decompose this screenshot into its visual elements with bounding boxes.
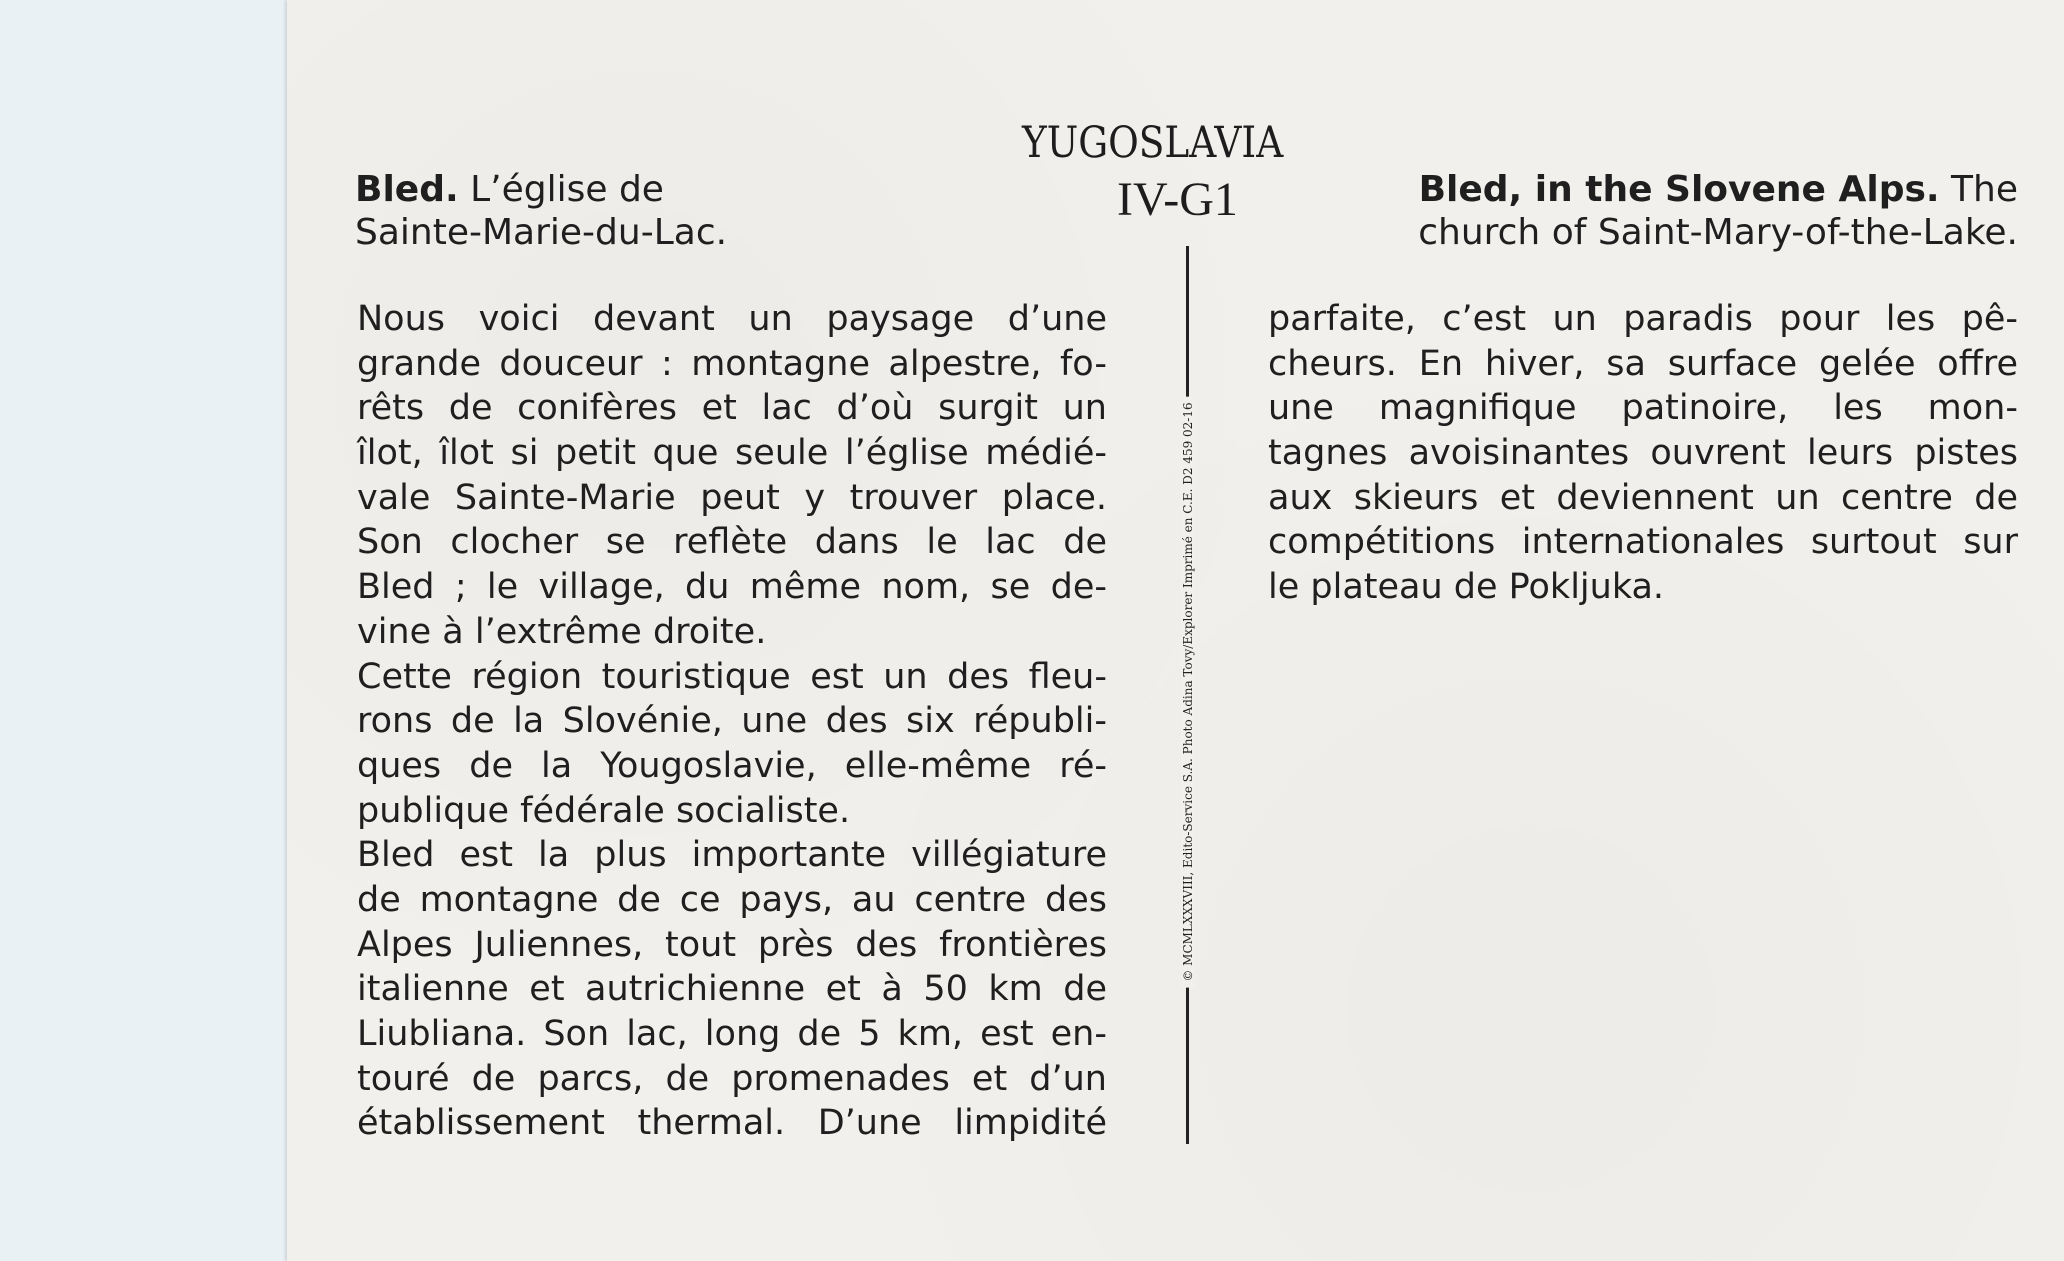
body-line: Liubliana. Son lac, long de 5 km, est en- [357,1014,1107,1054]
body-line: une magnifique patinoire, les mon- [1268,388,2018,429]
body-line: Son clocher se reflète dans le lac de [357,522,1107,563]
body-line: Cette région touristique est un des fleu- [357,656,1107,697]
body-line: Alpes Juliennes, tout près des frontières [357,924,1107,965]
caption-french-title: L’église de [470,169,664,210]
body-line: établissement thermal. D’une limpidité [357,1103,1107,1144]
card-code: IV-G1 [1117,173,1238,226]
caption-english-title: The [1951,169,2018,210]
body-line: Bled est la plus importante villégiature [357,835,1107,876]
caption-english-line1 [1418,168,2018,211]
caption-french-line1 [355,168,727,211]
body-text-right-column [1268,297,2018,610]
body-line: rêts de conifères et lac d’où surgit un [357,388,1107,429]
body-line: le plateau de Pokljuka. [1268,567,1665,608]
body-line: cheurs. En hiver, sa surface gelée offre [1268,343,2018,384]
caption-french-line2: Sainte-Marie-du-Lac. [355,212,728,253]
body-line: ques de la Yougoslavie, elle-même ré- [357,745,1107,786]
body-line: aux skieurs et deviennent un centre de [1268,477,2018,518]
body-line: italienne et autrichienne et à 50 km de [357,969,1107,1010]
country-heading: YUGOSLAVIA [1022,118,1284,168]
body-line: publique fédérale socialiste. [357,790,851,831]
body-line: tagnes avoisinantes ouvrent leurs pistes [1268,433,2018,474]
caption-french [355,168,727,254]
body-line: de montagne de ce pays, au centre des [357,879,1107,920]
caption-english-place: Bled, in the Slovene Alps. [1418,169,1940,210]
body-line: Nous voici devant un paysage d’une [357,299,1107,339]
body-line: vine à l’extrême droite. [357,611,767,652]
body-line: îlot, îlot si petit que seule l’église médié- [357,433,1107,474]
body-line: touré de parcs, de promenades et d’un [357,1058,1107,1099]
body-text-left-column [357,297,1107,1146]
body-line: rons de la Slovénie, une des six républi- [357,701,1107,742]
body-line: grande douceur : montagne alpestre, fo- [357,343,1107,384]
imprint-credit: © MCMLXXXVIII, Edito-Service S.A. Photo Adina Tovy/Explorer Imprimé en C.E. D2 459 02-16 [1181,396,1195,987]
caption-english-line2: church of Saint-Mary-of-the-Lake. [1418,212,2018,253]
body-line: compétitions internationales surtout sur [1268,522,2018,563]
caption-english [1418,168,2018,254]
caption-french-place: Bled. [355,169,459,210]
body-line: vale Sainte-Marie peut y trouver place. [357,477,1107,518]
body-line: parfaite, c’est un paradis pour les pê- [1268,299,2018,339]
body-line: Bled ; le village, du même nom, se de- [357,567,1107,608]
